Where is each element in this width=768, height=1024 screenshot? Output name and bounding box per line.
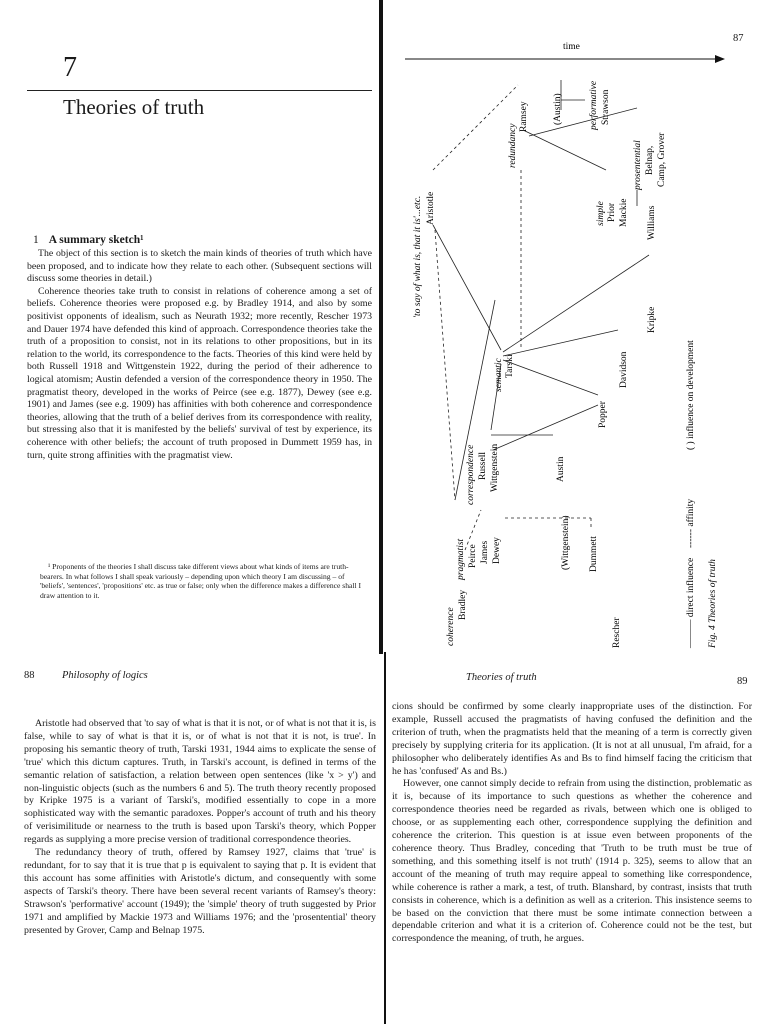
figure-caption: Fig. 4 Theories of truth [708, 559, 718, 648]
page-number-88: 88 [24, 670, 35, 681]
label-davidson: Davidson [619, 351, 629, 388]
label-performative: performative [589, 80, 599, 130]
label-prior: Prior [607, 203, 617, 222]
bottom-right-body [392, 701, 752, 946]
legend-affinity: ------ affinity [686, 498, 696, 548]
edge-aristotle-coherence [435, 230, 455, 500]
paragraph: However, one cannot simply decide to refrain from using the distinction, problematic as it is, because of its importance to such questions as whether the coherence and correspondence theories need be regarded as rivals, between which one is obliged to choose, or as supplementing each other, correspondence supplying the definition and coherence the criterion. This question is at issue even between proponents of the coherence theory. Thus Bradley, conceding that 'Truth to be truth must be true of something, and this something itself is not truth' (1914 p. 325), seems to allow that an account of the meaning of truth may require appeal to something like correspondence, while coherence is rather a mark, a test, of truth. Blanshard, by contrast, insists that truth consists in coherence, which is a definition as well as a criterion. This insistence seems to be based on the conviction that there must be some intimate connection between a dependable criterion and what it is a criterion of. Coherence could not be the test, but correspondence the meaning, of truth, he argues. [392, 778, 752, 945]
gutter-bottom [384, 652, 386, 1024]
gutter-top [379, 0, 383, 654]
label-wittgenstein: Wittgenstein [490, 443, 500, 492]
label-simple: simple [596, 201, 606, 226]
section-number: 1 [33, 234, 39, 246]
edge-wittgenstein-popper [493, 405, 598, 450]
label-bradley: Bradley [458, 589, 468, 620]
label-pragmatist: pragmatist [456, 538, 466, 580]
theories-diagram [393, 30, 728, 650]
label-belnap: Belnap, [645, 145, 655, 175]
edge-tarski-kripke [503, 255, 649, 352]
label-dummett: Dummett [589, 536, 599, 572]
legend-influence-on-development: ( ) influence on development [686, 340, 696, 450]
page-number-89: 89 [737, 676, 748, 687]
label-aristotle: Aristotle [426, 191, 436, 225]
edge-aristotle-tarski [433, 225, 501, 350]
label-wittgenstein-paren: (Wittgenstein) [561, 515, 571, 570]
footnote [40, 562, 366, 600]
page-number-87: 87 [733, 33, 744, 44]
running-head-right: Theories of truth [466, 672, 537, 683]
label-james: James [480, 540, 490, 564]
paragraph: Aristotle had observed that 'to say of what is that it is not, or of what is not that it is, is false, while to say of what is that it is, or of what is not that it is not, is true'. In proposing his semantic theory of truth, Tarski 1931, 1944 aims to explicate the sense of 'true' which this dictum captures. Truth, in Tarski's account, is defined in terms of the semantic relation of satisfaction, a relation between open sentences (like 'x > y') and non-linguistic objects (such as the numbers 6 and 5). The truth theory recently proposed by Kripke 1975 is a variant of Tarski's, modified essentially to cope in a more sophisticated way with the semantic paradoxes. Popper's account of truth and his theory of verisimilitude or nearness to the truth is based upon Tarski's theory, which Popper regards as supplying a more precise version of traditional correspondence theories. [24, 718, 376, 846]
section-heading [33, 234, 144, 246]
paragraph: cions should be confirmed by some clearly inappropriate uses of the distinction. For example, Russell accused the pragmatists of having confused the definition and the criterion of truth, when the pragmatists held that the meaning of a term is correctly given precisely by supplying criteria for its application. (It is not at all unusual, I'm afraid, for a philosopher who deliberately identifies As and Bs to find himself facing the criticism that he has 'confused' As and Bs.) [392, 701, 752, 777]
bottom-left-body [24, 718, 376, 937]
chapter-number: 7 [63, 52, 77, 83]
label-correspondence: correspondence [466, 444, 476, 505]
edge-ramsey-prosentential [529, 108, 637, 136]
arrow-icon [715, 55, 725, 63]
label-ramsey: Ramsey [519, 101, 529, 132]
edge-ramsey-simple [523, 130, 606, 170]
chapter-title: Theories of truth [63, 95, 205, 119]
label-kripke: Kripke [647, 306, 657, 333]
label-redundancy: redundancy [508, 123, 518, 168]
running-head-left: Philosophy of logics [62, 670, 148, 681]
edge-tarski-popper [503, 360, 598, 395]
label-mackie: Mackie [619, 198, 629, 227]
label-dewey: Dewey [492, 537, 502, 564]
label-tarski: Tarski [505, 354, 515, 378]
label-austin-paren: (Austin) [553, 93, 563, 125]
chapter-rule [27, 90, 372, 91]
label-strawson: Strawson [601, 89, 611, 125]
paragraph: The object of this section is to sketch the main kinds of theories of truth which have been proposed, and to indicate how they relate to each other. (Subsequent sections will discuss some theories in detail.) [27, 248, 372, 285]
paragraph: Coherence theories take truth to consist in relations of coherence among a set of beliefs. Coherence theories were proposed e.g. by Bradley 1914, and also by some positivist opponents of idealism, such as Neurath 1932; more recently, Rescher 1973 and Dauer 1974 have defended this kind of approach. Correspondence theories take the truth of a proposition to consist, not in its relations to other propositions, but in its relation to the world, its correspondence to the facts. Theories of this kind were held by both Russell 1918 and Wittgenstein 1922, during the period of their adherence to logical atomism; Austin defended a version of the correspondence theory in 1950. The pragmatist theory, developed in the works of Peirce (see e.g. 1877), Dewey (see e.g. 1901) and James (see e.g. 1909) has affinities with both coherence and correspondence theories, allowing that the truth of a belief derives from its correspondence with reality, but stressing also that it is manifested by the beliefs' survival of test by experience, its coherence with other beliefs; the account of truth proposed in Dummett 1959 has, in turn, quite strong affinities with the pragmatist view. [27, 285, 372, 461]
section-title: A summary sketch¹ [48, 234, 144, 246]
label-popper: Popper [598, 401, 608, 428]
label-williams: Williams [647, 205, 657, 240]
footnote-text: ¹ Proponents of the theories I shall discuss take different views about what kinds of items are truth-bearers. In what follows I shall speak variously – depending upon which theory I am discussing – of 'beliefs', 'sentences', 'propositions' etc. as true or false; only when the difference makes a difference shall I draw attention to it. [40, 562, 362, 600]
label-prosentential: prosentential [633, 140, 643, 190]
edge-aristotle-redundancy [433, 85, 518, 170]
legend-direct-influence: ——— direct influence [686, 557, 696, 648]
label-russell: Russell [478, 452, 488, 480]
vertical-quote: 'to say of what is, that it is'...etc. [413, 195, 423, 318]
paragraph: The redundancy theory of truth, offered by Ramsey 1927, claims that 'true' is redundant, for to say that it is true that p is equivalent to saying that p. It is evident that this account has some affinities with Aristotle's dictum, and consequently with some aspects of Tarski's theory. There have been several recent variants of Ramsey's theory: Strawson's 'performative' account (1949); the 'simple' theory of truth suggested by Prior 1971 and amplified by Mackie 1973 and Williams 1976; and the 'prosentential' theory presented by Grover, Camp and Belnap 1975. [24, 847, 376, 936]
label-semantic: semantic [494, 358, 504, 392]
top-left-body [27, 248, 372, 462]
time-label: time [563, 42, 580, 52]
edge-pragmatist-correspondence [465, 510, 481, 550]
label-coherence: coherence [446, 607, 456, 646]
label-camp-grover: Camp, Grover [657, 132, 667, 187]
label-peirce: Peirce [468, 544, 478, 568]
label-rescher: Rescher [612, 617, 622, 648]
edge-tarski-davidson [503, 330, 618, 356]
label-austin: Austin [556, 456, 566, 482]
